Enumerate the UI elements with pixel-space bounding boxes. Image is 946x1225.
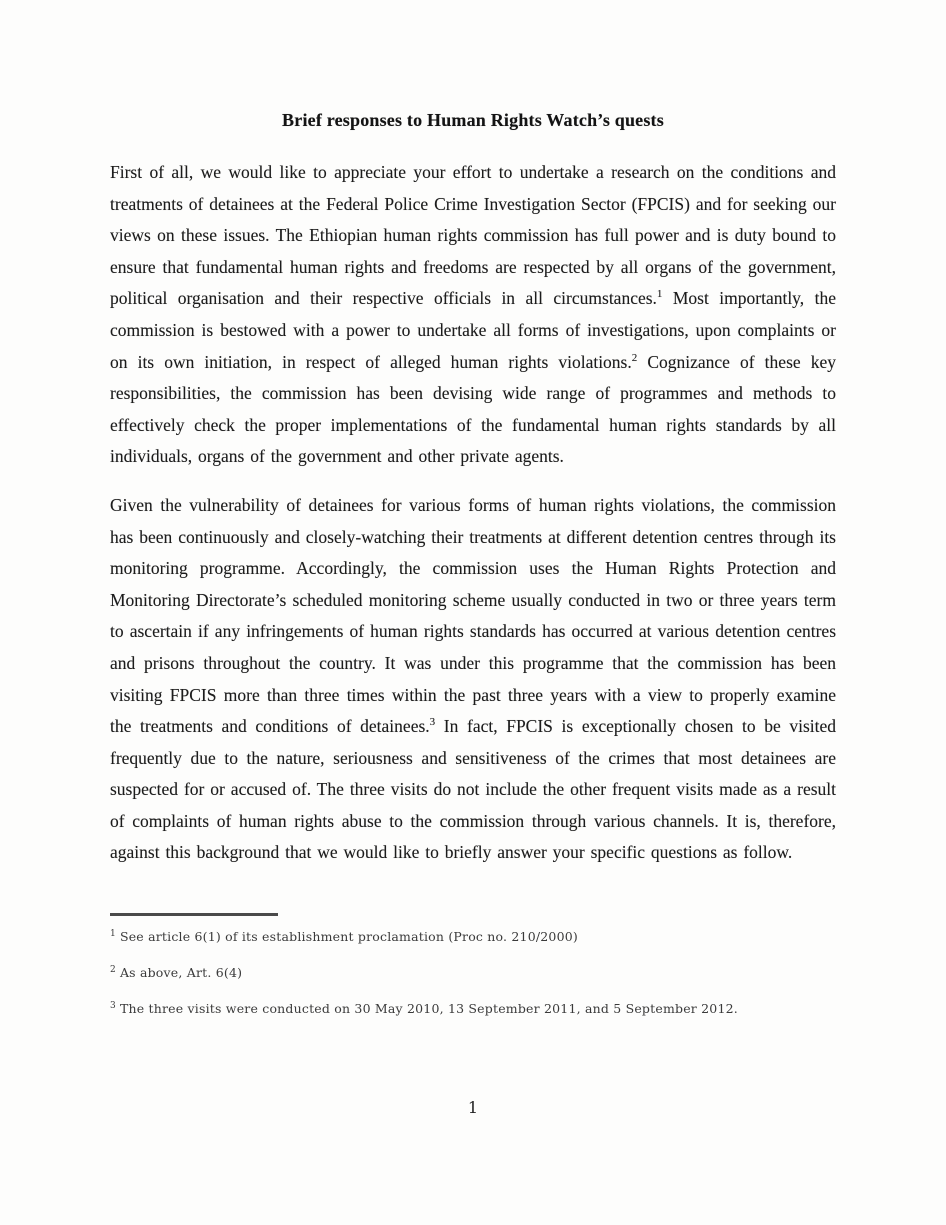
footnote	[110, 928, 836, 945]
footnote-marker: 2	[110, 964, 116, 975]
footnote-separator	[110, 913, 278, 916]
footnote	[110, 964, 836, 981]
paragraph: First of all, we would like to appreciate your effort to undertake a research on the conditions and treatments of detainees at the Federal Police Crime Investigation Sector (FPCIS) and for seeking our views on these issues. The Ethiopian human rights commission has full power and is duty bound to ensure that fundamental human rights and freedoms are respected by all organs of the government, political organisation and their respective officials in all circumstances.$^1$ Most importantly, the commission is bestowed with a power to undertake all forms of investigations, upon complaints or on its own initiation, in respect of alleged human rights violations.$^2$ Cognizance of these key responsibilities, the commission has been devising wide range of programmes and methods to effectively check the proper implementations of the fundamental human rights standards by all individuals, organs of the government and other private agents.	[110, 162, 836, 467]
document-content	[110, 0, 836, 1036]
footnote-reference: 1	[656, 288, 663, 301]
footnote-text: The three visits were conducted on 30 May 2010, 13 September 2011, and 5 September 2012.	[119, 1001, 738, 1017]
page-number: 1	[467, 1098, 479, 1117]
footnote-marker: 1	[110, 928, 116, 939]
footnote-reference: 3	[429, 716, 436, 729]
footnote-text: As above, Art. 6(4)	[119, 965, 243, 981]
footnote-marker: 3	[110, 1000, 116, 1011]
document-title: Brief responses to Human Rights Watch’s quests	[282, 110, 664, 130]
paragraph: Given the vulnerability of detainees for various forms of human rights violations, the commission has been continuously and closely-watching their treatments at different detention centres through its monitoring programme. Accordingly, the commission uses the Human Rights Protection and Monitoring Directorate’s scheduled monitoring scheme usually conducted in two or three years term to ascertain if any infringements of human rights standards has occurred at various detention centres and prisons throughout the country. It was under this programme that the commission has been visiting FPCIS more than three times within the past three years with a view to properly examine the treatments and conditions of detainees.$^3$ In fact, FPCIS is exceptionally chosen to be visited frequently due to the nature, seriousness and sensitiveness of the crimes that most detainees are suspected for or accused of. The three visits do not include the other frequent visits made as a result of complaints of human rights abuse to the commission through various channels. It is, therefore, against this background that we would like to briefly answer your specific questions as follow.	[110, 494, 837, 863]
footnote	[110, 1000, 836, 1017]
document-body	[110, 157, 836, 869]
footnote-reference: 2	[631, 351, 638, 364]
footnotes-section	[110, 928, 836, 1017]
footnote-text: See article 6(1) of its establishment proclamation (Proc no. 210/2000)	[119, 929, 578, 945]
